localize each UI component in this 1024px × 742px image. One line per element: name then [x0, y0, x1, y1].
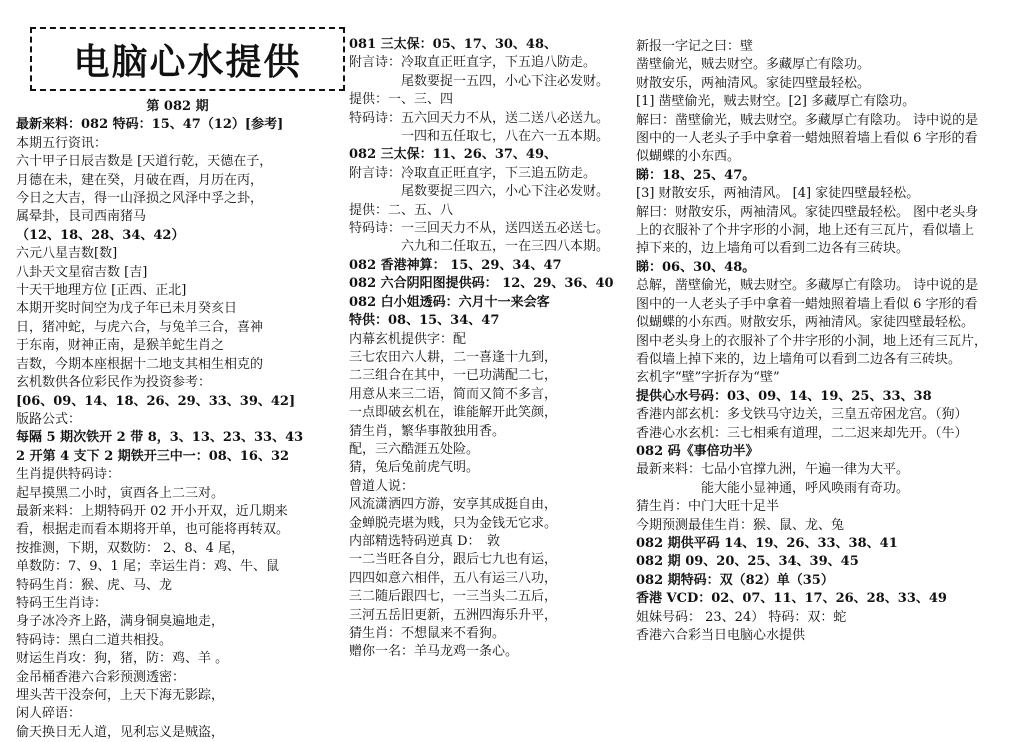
text-line: 三七农田六人耕，二一喜逢十九到，: [349, 349, 558, 365]
text-line: 睇：18、25、47。: [636, 167, 756, 183]
text-line: 睇：06、30、48。: [636, 259, 756, 275]
text-line: 生肖提供特码诗：: [16, 467, 121, 483]
period-label: 第 082 期: [146, 99, 209, 114]
text-line: 香港心水玄机：三七相乘有道理，二二迟来却先开。（牛）: [636, 425, 968, 441]
column-left: [16, 98, 339, 742]
text-line: 闲人碎语：: [16, 706, 82, 722]
text-line: 特码诗：五六回天力不从，送二送八必送九。: [349, 110, 610, 126]
text-line: 提供心水号码：03、09、14、19、25、33、38: [636, 388, 932, 404]
text-line: 六元八星吉数[数]: [16, 246, 118, 262]
text-line: 总解，凿壁偷光，贼去财空。多藏厚亡有陰功。 诗中说的是: [636, 278, 979, 294]
text-line: 曾道人说：: [349, 478, 415, 494]
text-line: 解曰：凿壁偷光，贼去财空。多藏厚亡有陰功。 诗中说的是: [636, 112, 979, 128]
text-line: 姐妹号码： 23、24） 特码：双：蛇: [636, 609, 847, 625]
text-line: 属晕卦，艮司西南猪马: [16, 209, 147, 225]
text-line: 金吊桶香港六合彩预测透密：: [16, 669, 186, 685]
text-line: 玄机数供各位彩民作为投资参考：: [16, 375, 212, 391]
text-line: 解曰：财散安乐，两袖清风。家徒四壁最轻松。 图中老头身: [636, 204, 979, 220]
text-line: 偷天换日无人道，见利忘义是贼盗，: [16, 724, 225, 740]
text-line: 内部精选特码逆真 D： 敦: [349, 533, 501, 549]
text-line: 香港六合彩当日电脑心水提供: [636, 628, 806, 643]
text-line: [1] 凿壁偷光，贼去财空。[2] 多藏厚亡有陰功。: [636, 94, 916, 110]
text-line: 看，根据走而看本期将开单，也可能将再转双。: [16, 522, 290, 538]
text-line: 本期开奖时间空为戊子年已未月癸亥日: [16, 301, 238, 317]
text-line: 玄机字“壁”字折存为“壁”: [636, 370, 780, 386]
text-line: 看似墙上掉下来的，边上墙角可以看到二边各有三砖块。: [636, 351, 962, 367]
text-line: 图中的一人老头子手中拿着一蜡烛照着墙上看似 6 字形的看: [636, 131, 978, 147]
text-line: 2 开第 4 支下 2 期铁开三中一：08、16、32: [16, 448, 290, 464]
text-line: 082 期供平码 14、19、26、33、38、41: [636, 535, 898, 551]
text-line: 特供：08、15、34、47: [349, 313, 500, 329]
text-line: 特码王生肖诗：: [16, 595, 108, 611]
text-line: 于东南，财神正南，是猴羊蛇生肖之: [16, 338, 225, 354]
text-line: 今期预测最佳生肖：猴、鼠、龙、兔: [636, 517, 845, 533]
text-line: 附言诗：冷取直正旺直字，下五追八防走。: [349, 55, 597, 71]
text-line: 风流潇洒四方游，安享其成挺自由，: [349, 497, 558, 513]
text-line: 082 码《事倍功半》: [636, 443, 759, 459]
text-line: 内幕玄机提供字：配: [349, 331, 467, 347]
text-line: [06、09、14、18、26、29、33、39、42]: [16, 393, 296, 409]
text-line: 六十甲子日辰吉数是 [天道行乾，天德在子，: [16, 154, 273, 170]
text-line: 猜生肖：不想鼠来不看狗。: [349, 626, 506, 641]
text-line: 八卦天文星宿吉数 [吉]: [16, 264, 148, 280]
text-line: 埋头苦干没奈何，上天下海无影踪，: [16, 688, 225, 703]
title-box: [30, 27, 345, 91]
text-line: 赠你一名：羊马龙鸡一条心。: [349, 644, 519, 660]
text-line: 凿壁偷光，贼去财空。多藏厚亡有陰功。: [636, 57, 871, 73]
text-line: 财运生肖攻：狗，猪，防：鸡、羊 。: [16, 651, 229, 667]
text-line: [3] 财散安乐，两袖清风。 [4] 家徒四壁最轻松。: [636, 186, 920, 202]
text-line: 月德在未，建在癸，月破在酉，月历在丙，: [16, 172, 264, 188]
text-line: 猜，兔后兔前虎气明。: [349, 460, 480, 476]
text-line: 吉数，今期本座根据十二地支其相生相克的: [16, 356, 264, 372]
text-line: 单数防：7、9、1 尾；幸运生肖：鸡、牛、鼠: [16, 559, 279, 575]
text-line: 附言诗：冷取直正旺直字，下三追五防走。: [349, 165, 597, 181]
text-line: 082 三太保：11、26、37、49、: [349, 147, 558, 163]
text-line: 用意从来三二语，简而又简不多言，: [349, 386, 558, 402]
text-line: 三河五岳旧更新，五洲四海乐升平，: [349, 607, 558, 623]
text-line: 十天干地理方位 [正西、正北]: [16, 283, 187, 299]
text-line: 图中老头身上的衣服补了个井字形的小洞，地上还有三瓦片，: [636, 333, 988, 349]
text-line: 一点即破玄机在，谁能解开此笑颜，: [349, 405, 558, 421]
page-title: 电脑心水提供: [73, 41, 302, 83]
text-line: 配，三六酷涯五处险。: [349, 441, 480, 457]
text-line: 081 三太保：05、17、30、48、: [349, 37, 558, 52]
text-line: 最新来料：七品小官撑九洲，午遍一律为大平。: [636, 462, 910, 478]
text-line: 财散安乐，两袖清风。家徒四壁最轻松。: [636, 75, 871, 91]
text-line: 提供：二、五、八: [349, 202, 454, 218]
text-line: 特码生肖：猴、虎、马、龙: [16, 577, 173, 593]
text-line: 猜生肖，繁华事散独用香。: [349, 423, 506, 439]
text-line: 香港内部玄机：多戈铁马守边关，三皇五帝困龙宫。（狗）: [636, 407, 968, 423]
text-line: 提供：一、三、四: [349, 92, 454, 108]
text-line: 特码诗：一三回天力不从，送四送五必送七。: [349, 221, 610, 237]
text-line: 今日之大吉，得一山泽损之风泽中孚之卦，: [16, 191, 264, 207]
text-line: 本期五行资讯：: [16, 135, 108, 151]
text-line: 六九和二任取五，一在三四八本期。: [349, 239, 610, 255]
text-line: 起早摸黑二小时，寅酉各上二三对。: [16, 485, 225, 501]
text-line: 082 白小姐透码：六月十一来会客: [349, 294, 550, 310]
column-right: [636, 38, 1014, 645]
text-line: 082 期特码：双（82）单（35）: [636, 572, 834, 588]
text-line: 四四如意六相伴，五八有运三八功，: [349, 570, 558, 586]
text-line: 一二当旺各自分，跟后七九也有运，: [349, 552, 558, 568]
text-line: 尾数要捉一五四，小心下注必发财。: [349, 73, 610, 89]
text-line: 一四和五任取七，八在六一五本期。: [349, 129, 610, 145]
text-line: 尾数要捉三四六，小心下注必发财。: [349, 184, 610, 200]
text-line: 最新来料：上期特码开 02 开小开双，近几期来: [16, 503, 288, 519]
text-line: 每隔 5 期次铁开 2 带 8，3、13、23、33、43: [16, 430, 304, 446]
text-line: 能大能小显神通，呼风唤雨有奇功。: [636, 480, 910, 496]
text-line: 图中的一人老头子手中拿着一蜡烛照着墙上看似 6 字形的看: [636, 296, 978, 312]
text-line: （12、18、28、34、42）: [16, 227, 185, 243]
text-line: 似蝴蝶的小东西。: [636, 149, 741, 165]
text-line: 香港 VCD：02、07、11、17、26、28、33、49: [636, 591, 947, 607]
text-line: 082 期 09、20、25、34、39、45: [636, 554, 859, 570]
text-line: 上的衣服补了个井字形的小洞，地上还有三瓦片，看似墙上: [636, 223, 975, 239]
text-line: 猜生肖：中门大旺十足半: [636, 499, 780, 515]
text-line: 掉下来的，边上墙角可以看到二边各有三砖块。: [636, 241, 910, 257]
text-line: 金蝉脱壳堪为贱，只为金钱无它求。: [349, 515, 558, 531]
text-line: 最新来料：082 特码：15、47（12）[参考]: [16, 117, 284, 133]
text-line: 身子冰冷齐上路，满身铜臭遍地走，: [16, 614, 225, 630]
text-line: 三二随后跟四七，一三当头二五后，: [349, 589, 558, 605]
text-line: 新报一字记之曰：壁: [636, 39, 754, 54]
column-middle: [349, 36, 632, 662]
text-line: 似蝴蝶的小东西。财散安乐，两袖清风。家徒四壁最轻松。: [636, 315, 975, 331]
text-line: 日，猪冲蛇，与虎六合，与兔羊三合，喜神: [16, 319, 264, 335]
text-line: 082 香港神算： 15、29、34、47: [349, 257, 562, 273]
text-line: 特码诗：黑白二道共相投。: [16, 632, 173, 648]
text-line: 二三组合在其中，一已功满配二七，: [349, 368, 558, 384]
text-line: 按推测，下期，双数防： 2、8、4 尾，: [16, 540, 245, 556]
text-line: 082 六合阴阳图提供码： 12、29、36、40: [349, 276, 614, 292]
text-line: 版路公式：: [16, 411, 82, 427]
